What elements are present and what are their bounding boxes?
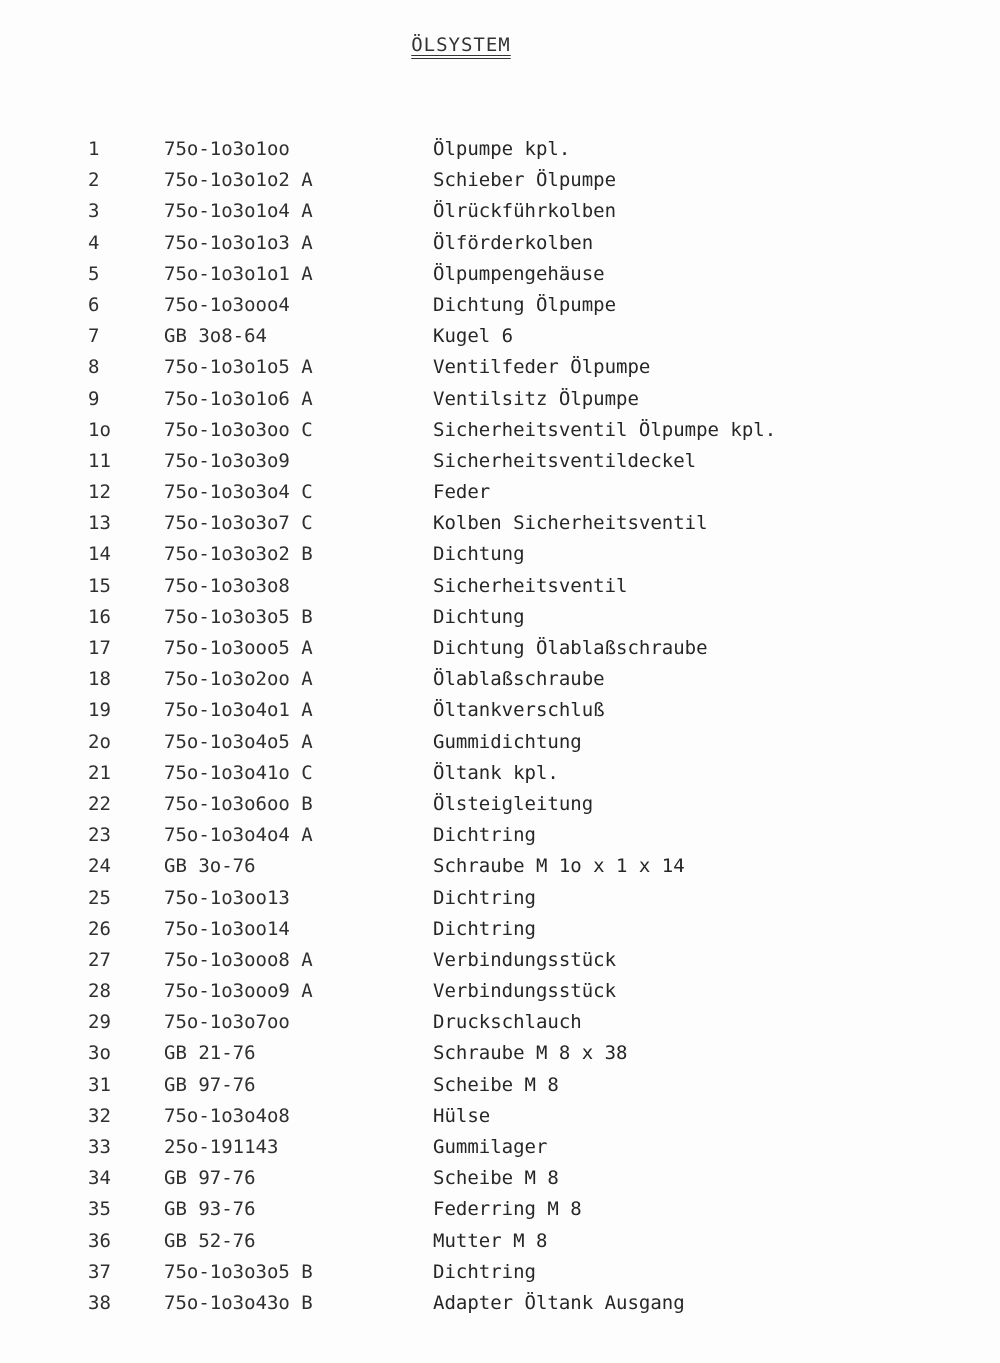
part-number: 75o-1o3o1o2 A [164, 169, 313, 192]
item-number: 37 [88, 1260, 111, 1283]
list-item [0, 1038, 1000, 1069]
item-number: 22 [88, 792, 111, 815]
part-description: Federring M 8 [433, 1198, 582, 1221]
part-description: Verbindungsstück [433, 980, 617, 1003]
item-number: 26 [88, 917, 111, 940]
part-description: Dichtring [433, 917, 536, 940]
part-number: 75o-1o3o3o9 [164, 449, 290, 472]
item-number: 12 [88, 481, 111, 504]
part-number: 75o-1o3o4o1 A [164, 699, 313, 722]
part-number: 75o-1o3ooo9 A [164, 980, 313, 1003]
list-item [0, 664, 1000, 695]
list-item [0, 384, 1000, 415]
part-number: GB 97-76 [164, 1073, 256, 1096]
list-item [0, 1226, 1000, 1257]
part-number: 75o-1o3o1oo [164, 138, 290, 160]
list-item [0, 758, 1000, 789]
list-item [0, 602, 1000, 633]
list-item [0, 290, 1000, 321]
part-description: Ventilsitz Ölpumpe [433, 387, 639, 410]
part-number: 75o-1o3o3o7 C [164, 512, 313, 535]
list-item [0, 259, 1000, 290]
list-item [0, 945, 1000, 976]
item-number: 9 [88, 387, 100, 410]
list-item [0, 976, 1000, 1007]
item-number: 11 [88, 449, 111, 472]
part-description: Verbindungsstück [433, 948, 617, 971]
item-number: 18 [88, 668, 111, 691]
part-description: Scheibe M 8 [433, 1073, 559, 1096]
part-description: Ölsteigleitung [433, 792, 594, 815]
item-number: 23 [88, 824, 111, 847]
part-description: Dichtung Ölpumpe [433, 293, 617, 316]
item-number: 5 [88, 262, 100, 285]
item-number: 14 [88, 543, 111, 566]
item-number: 1o [88, 418, 111, 441]
item-number: 33 [88, 1136, 111, 1158]
part-number: 75o-1o3o3o5 B [164, 605, 313, 628]
item-number: 36 [88, 1229, 111, 1252]
item-number: 15 [88, 574, 111, 597]
part-number: 75o-1o3oo14 [164, 917, 290, 940]
list-item [0, 633, 1000, 664]
item-number: 29 [88, 1011, 111, 1034]
list-item [0, 1194, 1000, 1225]
part-number: 75o-1o3o1o6 A [164, 387, 313, 410]
part-description: Kolben Sicherheitsventil [433, 512, 708, 535]
part-description: Öltank kpl. [433, 761, 559, 784]
list-item [0, 446, 1000, 477]
part-description: Feder [433, 481, 491, 504]
part-description: Dichtung [433, 605, 525, 628]
part-number: 75o-1o3o2oo A [164, 668, 313, 691]
list-item [0, 1101, 1000, 1132]
part-description: Öltankverschluß [433, 699, 605, 722]
list-item [0, 851, 1000, 882]
part-description: Ölablaßschraube [433, 668, 605, 691]
list-item [0, 539, 1000, 570]
part-description: Dichtung Ölablaßschraube [433, 637, 708, 659]
part-description: Gummilager [433, 1136, 548, 1158]
part-number: GB 3o8-64 [164, 325, 267, 348]
part-number: 75o-1o3o6oo B [164, 792, 313, 815]
part-number: 75o-1o3o3o5 B [164, 1260, 313, 1283]
part-number: GB 93-76 [164, 1198, 256, 1221]
part-description: Scheibe M 8 [433, 1167, 559, 1190]
item-number: 32 [88, 1104, 111, 1127]
part-description: Dichtring [433, 824, 536, 847]
part-number: 75o-1o3o43o B [164, 1291, 313, 1314]
part-description: Schraube M 8 x 38 [433, 1042, 628, 1065]
part-number: 75o-1o3o4o8 [164, 1104, 290, 1127]
part-description: Sicherheitsventil [433, 574, 628, 597]
part-number: 25o-191143 [164, 1136, 279, 1158]
part-number: 75o-1o3o1o1 A [164, 262, 313, 285]
part-description: Dichtung [433, 543, 525, 566]
item-number: 28 [88, 980, 111, 1003]
list-item [0, 789, 1000, 820]
part-number: 75o-1o3o1o5 A [164, 356, 313, 379]
list-item [0, 415, 1000, 446]
list-item [0, 1163, 1000, 1194]
item-number: 27 [88, 948, 111, 971]
list-item [0, 695, 1000, 726]
item-number: 19 [88, 699, 111, 722]
item-number: 2 [88, 169, 100, 192]
item-number: 2o [88, 730, 111, 753]
list-item [0, 321, 1000, 352]
item-number: 13 [88, 512, 111, 535]
parts-list [0, 134, 1000, 1319]
item-number: 24 [88, 855, 111, 878]
item-number: 31 [88, 1073, 111, 1096]
list-item [0, 165, 1000, 196]
list-item [0, 508, 1000, 539]
part-description: Sicherheitsventil Ölpumpe kpl. [433, 418, 777, 441]
item-number: 21 [88, 761, 111, 784]
item-number: 34 [88, 1167, 111, 1190]
item-number: 3o [88, 1042, 111, 1065]
part-number: 75o-1o3o4o5 A [164, 730, 313, 753]
list-item [0, 1132, 1000, 1163]
part-description: Kugel 6 [433, 325, 514, 348]
list-item [0, 1007, 1000, 1038]
part-number: GB 52-76 [164, 1229, 256, 1252]
list-item [0, 1257, 1000, 1288]
part-description: Mutter M 8 [433, 1229, 548, 1252]
part-number: GB 3o-76 [164, 855, 256, 878]
part-number: 75o-1o3o3o2 B [164, 543, 313, 566]
part-number: 75o-1o3o1o3 A [164, 231, 313, 254]
part-description: Adapter Öltank Ausgang [433, 1291, 685, 1314]
item-number: 38 [88, 1291, 111, 1314]
item-number: 16 [88, 605, 111, 628]
part-description: Ölrückführkolben [433, 200, 617, 223]
list-item [0, 352, 1000, 383]
part-number: 75o-1o3o3o8 [164, 574, 290, 597]
list-item [0, 914, 1000, 945]
list-item [0, 1070, 1000, 1101]
part-number: GB 21-76 [164, 1042, 256, 1065]
part-description: Schraube M 1o x 1 x 14 [433, 855, 685, 878]
part-number: 75o-1o3oo13 [164, 886, 290, 909]
list-item [0, 571, 1000, 602]
part-description: Sicherheitsventildeckel [433, 449, 697, 472]
list-item [0, 1288, 1000, 1319]
list-item [0, 883, 1000, 914]
list-item [0, 228, 1000, 259]
part-description: Ventilfeder Ölpumpe [433, 356, 651, 379]
item-number: 25 [88, 886, 111, 909]
item-number: 4 [88, 231, 100, 254]
part-description: Ölpumpengehäuse [433, 262, 605, 285]
part-description: Schieber Ölpumpe [433, 169, 617, 192]
item-number: 7 [88, 325, 100, 348]
part-description: Hülse [433, 1104, 491, 1127]
item-number: 3 [88, 200, 100, 223]
part-description: Dichtring [433, 886, 536, 909]
list-item [0, 820, 1000, 851]
page-title: ÖLSYSTEM [411, 34, 511, 56]
list-item [0, 477, 1000, 508]
part-description: Dichtring [433, 1260, 536, 1283]
list-item [0, 727, 1000, 758]
item-number: 8 [88, 356, 100, 379]
part-number: 75o-1o3o4o4 A [164, 824, 313, 847]
part-description: Ölpumpe kpl. [433, 138, 571, 160]
list-item [0, 196, 1000, 227]
item-number: 6 [88, 293, 100, 316]
part-number: 75o-1o3o3oo C [164, 418, 313, 441]
part-description: Gummidichtung [433, 730, 582, 753]
part-description: Druckschlauch [433, 1011, 582, 1034]
item-number: 17 [88, 637, 111, 659]
part-description: Ölförderkolben [433, 231, 594, 254]
part-number: 75o-1o3o1o4 A [164, 200, 313, 223]
item-number: 35 [88, 1198, 111, 1221]
part-number: 75o-1o3ooo5 A [164, 637, 313, 659]
part-number: 75o-1o3ooo4 [164, 293, 290, 316]
part-number: 75o-1o3o3o4 C [164, 481, 313, 504]
list-item [0, 134, 1000, 165]
part-number: GB 97-76 [164, 1167, 256, 1190]
item-number: 1 [88, 138, 100, 160]
part-number: 75o-1o3o41o C [164, 761, 313, 784]
part-number: 75o-1o3ooo8 A [164, 948, 313, 971]
part-number: 75o-1o3o7oo [164, 1011, 290, 1034]
